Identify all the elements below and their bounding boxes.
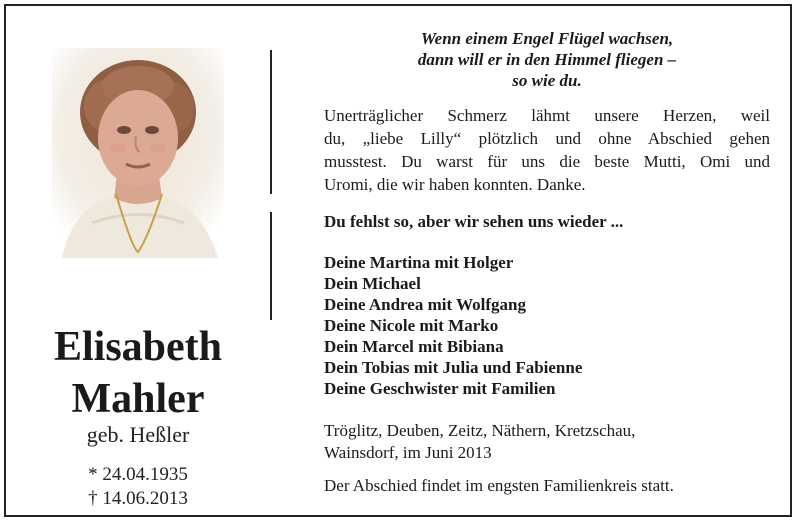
intro-line: Uromi, die wir haben konnten. Danke. [324,175,586,194]
motto-line: dann will er in den Himmel fliegen – [417,50,677,69]
family-member: Deine Andrea mit Wolfgang [324,295,526,314]
motto [324,28,770,91]
maiden-name: geb. Heßler [86,422,190,447]
funeral-note: Der Abschied findet im engsten Familienkreis statt. [324,476,674,495]
intro-paragraph [324,104,770,196]
divider-line-top [270,50,272,194]
place-line: Wainsdorf, im Juni 2013 [324,443,492,462]
motto-line: Wenn einem Engel Flügel wachsen, [420,29,674,48]
family-member: Deine Martina mit Holger [324,253,514,272]
family-member: Deine Geschwister mit Familien [324,379,556,398]
family-member: Dein Tobias mit Julia und Fabienne [324,358,583,377]
place-and-date [324,420,770,464]
deceased-first-name: Elisabeth [53,324,223,370]
farewell-line: Du fehlst so, aber wir sehen uns wieder ... [324,212,624,231]
intro-line: musstest. Du warst für uns die beste Mutti, Omi und [324,152,770,171]
family-list [324,252,582,399]
death-date: † 14.06.2013 [88,488,188,509]
divider-line-bottom [270,212,272,320]
birth-date: * 24.04.1935 [88,464,188,485]
place-line: Tröglitz, Deuben, Zeitz, Näthern, Kretzschau, [324,421,636,440]
portrait-illustration [52,48,224,258]
family-member: Deine Nicole mit Marko [324,316,499,335]
family-member: Dein Marcel mit Bibiana [324,337,504,356]
intro-line: Unerträglicher Schmerz lähmt unsere Herzen, weil [324,106,770,125]
obituary-frame [4,4,792,517]
intro-line: du, „liebe Lilly“ plötzlich und ohne Abschied gehen [324,129,770,148]
motto-line: so wie du. [512,71,582,90]
deceased-last-name: Mahler [71,376,205,422]
portrait-photo [52,48,224,258]
family-member: Dein Michael [324,274,421,293]
